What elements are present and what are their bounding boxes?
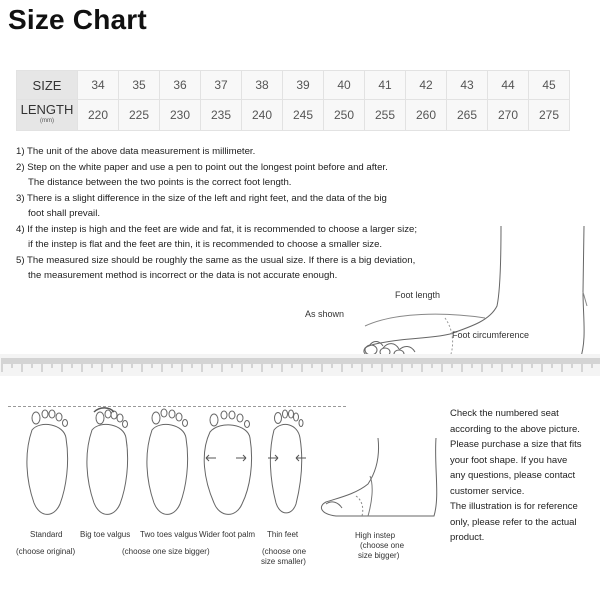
length-header bbox=[17, 100, 78, 131]
size-cell: 43 bbox=[447, 71, 488, 100]
length-cell: 275 bbox=[529, 100, 570, 131]
length-cell: 265 bbox=[447, 100, 488, 131]
advice-line: any questions, please contact bbox=[450, 470, 576, 481]
length-cell: 245 bbox=[283, 100, 324, 131]
length-cell: 255 bbox=[365, 100, 406, 131]
size-cell: 36 bbox=[160, 71, 201, 100]
standard-caption: Standard bbox=[30, 530, 63, 539]
advice-line: product. bbox=[450, 532, 485, 543]
advice-line: The illustration is for reference bbox=[450, 501, 578, 512]
high-instep-caption-1: High instep bbox=[355, 531, 396, 540]
length-label: LENGTH bbox=[20, 101, 74, 117]
length-cell: 230 bbox=[160, 100, 201, 131]
page-title: Size Chart bbox=[8, 4, 147, 35]
wider-foot-palm-caption: Wider foot palm bbox=[199, 530, 256, 539]
length-cell: 240 bbox=[242, 100, 283, 131]
foot-measure-illustration bbox=[355, 222, 595, 362]
note-line: if the instep is flat and the feet are thin, it is recommended to choose a smaller size. bbox=[28, 239, 383, 250]
size-cell: 34 bbox=[78, 71, 119, 100]
size-cell: 42 bbox=[406, 71, 447, 100]
note-line: 3) There is a slight difference in the size of the left and right feet, and the data of the big bbox=[16, 192, 387, 204]
choose-smaller-caption-1: (choose one bbox=[262, 547, 307, 556]
thin-feet-caption: Thin feet bbox=[267, 530, 299, 539]
note-line: The distance between the two points is the correct foot length. bbox=[28, 177, 292, 188]
size-row bbox=[17, 71, 570, 100]
high-instep-caption-2: (choose one bbox=[360, 541, 405, 550]
high-instep-caption-3: size bigger) bbox=[358, 551, 400, 560]
foot-circumference-label: Foot circumference bbox=[452, 330, 530, 340]
length-cell: 220 bbox=[78, 100, 119, 131]
size-cell: 45 bbox=[529, 71, 570, 100]
size-cell: 35 bbox=[119, 71, 160, 100]
size-cell: 44 bbox=[488, 71, 529, 100]
advice-line: Check the numbered seat bbox=[450, 408, 559, 419]
length-row bbox=[17, 100, 570, 131]
size-table bbox=[16, 70, 570, 131]
two-toes-valgus-caption: Two toes valgus bbox=[140, 530, 198, 539]
size-header: SIZE bbox=[17, 71, 78, 100]
note-line: 1) The unit of the above data measurement is millimeter. bbox=[16, 146, 256, 157]
note-line: 4) If the instep is high and the feet are wide and fat, it is recommended to choose a larger size; bbox=[16, 223, 418, 235]
high-instep-illustration bbox=[316, 436, 446, 526]
advice-line: only, please refer to the actual bbox=[450, 516, 577, 528]
ruler bbox=[0, 354, 600, 376]
size-cell: 41 bbox=[365, 71, 406, 100]
size-cell: 38 bbox=[242, 71, 283, 100]
choose-bigger-caption: (choose one size bigger) bbox=[122, 547, 210, 556]
length-cell: 250 bbox=[324, 100, 365, 131]
foot-length-label: Foot length bbox=[395, 290, 441, 300]
length-cell: 235 bbox=[201, 100, 242, 131]
big-toe-valgus-caption: Big toe valgus bbox=[80, 530, 131, 539]
choose-original-caption: (choose original) bbox=[16, 547, 76, 556]
choose-smaller-caption-2: size smaller) bbox=[261, 557, 306, 566]
advice-line: according to the above picture. bbox=[450, 423, 580, 435]
note-line: 2) Step on the white paper and use a pen to point out the longest point before and after. bbox=[16, 161, 388, 173]
note-line: foot shall prevail. bbox=[28, 208, 100, 219]
advice-line: Please purchase a size that fits bbox=[450, 439, 582, 450]
advice-line: customer service. bbox=[450, 485, 525, 497]
foot-types-illustration bbox=[10, 402, 310, 522]
length-cell: 260 bbox=[406, 100, 447, 131]
size-cell: 37 bbox=[201, 71, 242, 100]
advice-line: your foot shape. If you have bbox=[450, 454, 568, 466]
size-cell: 40 bbox=[324, 71, 365, 100]
length-cell: 270 bbox=[488, 100, 529, 131]
purchase-advice-text bbox=[450, 406, 590, 546]
note-line: the measurement method is incorrect or the data is not accurate enough. bbox=[28, 270, 338, 281]
length-cell: 225 bbox=[119, 100, 160, 131]
size-cell: 39 bbox=[283, 71, 324, 100]
length-unit: (mm) bbox=[40, 117, 54, 124]
as-shown-label: As shown bbox=[305, 309, 345, 319]
note-line: 5) The measured size should be roughly the same as the usual size. If there is a big deviation, bbox=[16, 254, 416, 266]
